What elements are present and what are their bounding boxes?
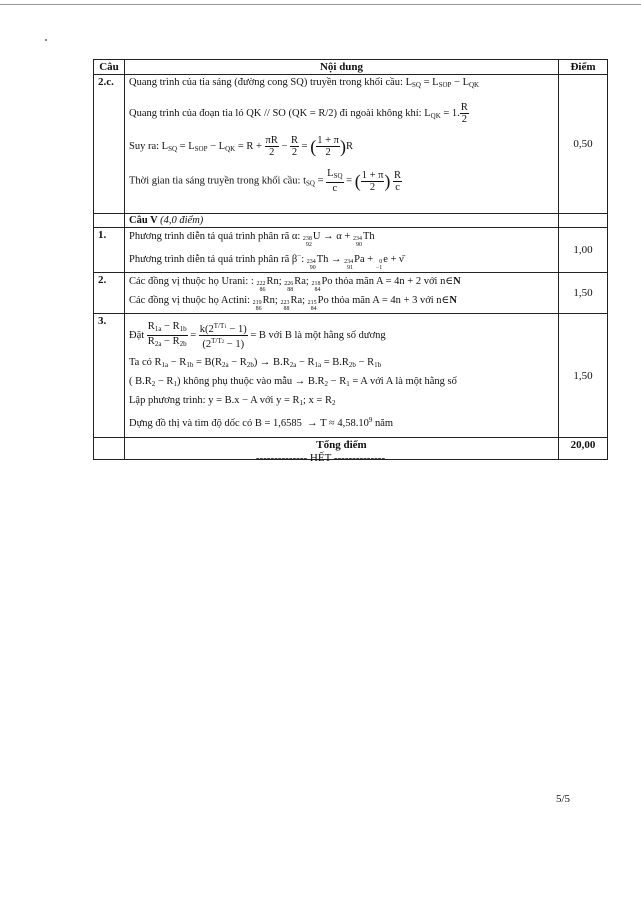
table-row bbox=[94, 314, 608, 438]
total-value: 20,00 bbox=[559, 438, 608, 460]
question-content bbox=[125, 314, 559, 438]
points-cell: 1,50 bbox=[559, 273, 608, 314]
content-line: Quang trình của tia sáng (đường cong SQ) truyền trong khối cầu: $L_{SQ} = L_{SOP} - L_{QK}$ bbox=[129, 77, 480, 89]
table-header-row bbox=[94, 60, 608, 75]
header-content: Nội dung bbox=[125, 60, 559, 75]
content-line: Đặt $\frac{R_{1a} - R_{1b}}{R_{2a} - R_{2b}}$ = $\frac{k(2^{T/T1} - 1)}{(2^{T/T2} - 1)}$ = B với B là một hằng số dương bbox=[129, 321, 386, 350]
header-question: Câu bbox=[94, 60, 125, 75]
question-number: 2.c. bbox=[94, 75, 125, 214]
content-line: Suy ra: $L_{SQ} = L_{SOP} - L_{QK} = R$ + $\frac{\pi R}{2}$ − $\frac{R}{2}$ = ( $\frac{1 + \pi}{2}$ )R bbox=[129, 135, 353, 158]
content-line: Lập phương trình: y = B.x − A với $y = R_1$; $x = R_2$ bbox=[129, 395, 336, 407]
content-line: Quang trình của đoạn tia ló QK // SO (QK = R/2) đi ngoài không khí: $L_{QK} = 1$. $\frac{R}{2}$ bbox=[129, 102, 468, 125]
question-content bbox=[125, 273, 559, 314]
total-label: Tổng điểm bbox=[125, 438, 559, 460]
content-line: Dựng đồ thị và tìm độ dốc có $B = 1,6585 \to T \approx 4,58.10^9$ năm bbox=[129, 416, 394, 429]
header-points: Điểm bbox=[559, 60, 608, 75]
top-rule bbox=[0, 4, 641, 5]
content-line: ( $B.R_2 - R_1$) không phụ thuộc vào mẫu → $B.R_2 - R_1 = A$ với A là một hằng số bbox=[129, 376, 457, 388]
end-mark: -------------- HẾT -------------- bbox=[255, 452, 386, 464]
table-row bbox=[94, 75, 608, 214]
table-row bbox=[94, 228, 608, 273]
content-line: Các đồng vị thuộc họ Actini: 219 86 Rn; 223 88 Ra; 215 84 Po thỏa mãn A = 4n + 3 với n∈N bbox=[129, 295, 457, 312]
question-number: 1. bbox=[94, 228, 125, 273]
content-line: Phương trình diễn tả quá trình phân rã α: 238 92 U → α + 234 90 Th bbox=[129, 231, 375, 248]
table-row bbox=[94, 273, 608, 314]
question-number: 3. bbox=[94, 314, 125, 438]
scan-speck bbox=[45, 39, 47, 41]
content-line: Phương trình diễn tả quá trình phân rã β−: 234 90 Th → 234 91 Pa + 0 −1 e + ν̄ bbox=[129, 252, 404, 271]
section-title: Câu V (4,0 điểm) bbox=[125, 214, 559, 228]
answer-table bbox=[93, 59, 608, 460]
question-content bbox=[125, 75, 559, 214]
content-line: Các đồng vị thuộc họ Urani: : 222 86 Rn; 226 88 Ra; 218 84 Po thỏa mãn A = 4n + 2 với n∈N bbox=[129, 276, 461, 293]
points-cell: 1,00 bbox=[559, 228, 608, 273]
points-cell: 0,50 bbox=[559, 75, 608, 214]
content-line: Ta có $R_{1a} - R_{1b} = B(R_{2a} - R_{2b}) \to B.R_{2a} - R_{1a} = B.R_{2b} - R_{1b}$ bbox=[129, 357, 382, 369]
question-number: 2. bbox=[94, 273, 125, 314]
question-content bbox=[125, 228, 559, 273]
content-line: Thời gian tia sáng truyền trong khối cầu: $t_{SQ}$ = $\frac{L_{SQ}}{c}$ = ( $\frac{1 + \pi}{2}$ ) $\frac{R}{c}$ bbox=[129, 168, 402, 194]
page-number: 5/5 bbox=[556, 793, 571, 805]
points-cell: 1,50 bbox=[559, 314, 608, 438]
section-row bbox=[94, 214, 608, 228]
